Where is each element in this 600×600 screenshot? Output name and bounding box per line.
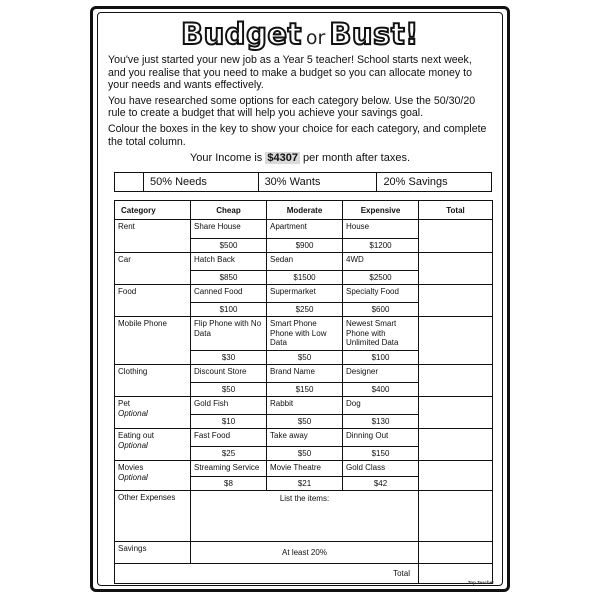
option-expensive[interactable]: Dinning Out	[343, 429, 419, 447]
price-expensive[interactable]: $150	[343, 447, 419, 461]
price-moderate[interactable]: $50	[267, 415, 343, 429]
category-cell	[115, 461, 191, 491]
worksheet	[108, 14, 492, 578]
total-cell[interactable]	[419, 461, 493, 491]
category-cell	[115, 285, 191, 317]
option-moderate[interactable]: Apartment	[267, 220, 343, 239]
total-cell[interactable]	[419, 365, 493, 397]
option-expensive[interactable]: Designer	[343, 365, 419, 383]
optional-note: Optional	[118, 440, 148, 450]
option-cheap[interactable]: Share House	[191, 220, 267, 239]
intro-paragraph-2: You have researched some options for each category below. Use the 50/30/20 rule to create a budget that will help you achieve your savings goal.	[108, 94, 476, 120]
header-total: Total	[419, 201, 493, 220]
table-row	[115, 220, 493, 239]
price-cheap[interactable]: $25	[191, 447, 267, 461]
total-cell[interactable]	[419, 397, 493, 429]
option-cheap[interactable]: Fast Food	[191, 429, 267, 447]
brand-logo: Top Teacher	[467, 580, 494, 585]
income-prefix: Your Income is	[189, 152, 266, 165]
table-row	[115, 317, 493, 351]
price-moderate[interactable]: $250	[267, 303, 343, 317]
option-moderate[interactable]: Supermarket	[267, 285, 343, 303]
optional-note: Optional	[118, 472, 148, 482]
price-expensive[interactable]: $1200	[343, 238, 419, 252]
option-expensive[interactable]: Specialty Food	[343, 285, 419, 303]
header-category: Category	[115, 201, 191, 220]
option-cheap[interactable]: Canned Food	[191, 285, 267, 303]
price-moderate[interactable]: $50	[267, 351, 343, 365]
option-moderate[interactable]: Movie Theatre	[267, 461, 343, 477]
table-row	[115, 461, 493, 477]
category-name: Eating out	[118, 431, 155, 440]
price-moderate[interactable]: $50	[267, 447, 343, 461]
price-cheap[interactable]: $100	[191, 303, 267, 317]
table-row	[115, 285, 493, 303]
price-expensive[interactable]: $2500	[343, 271, 419, 285]
category-cell	[115, 397, 191, 429]
category-name: Clothing	[118, 367, 148, 376]
option-cheap[interactable]: Discount Store	[191, 365, 267, 383]
intro-paragraph-3: Colour the boxes in the key to show your choice for each category, and complete the total column.	[108, 122, 487, 148]
page-title	[108, 14, 492, 54]
price-expensive[interactable]: $400	[343, 383, 419, 397]
other-expenses-label: Other Expenses	[115, 491, 191, 542]
option-expensive[interactable]: Newest Smart Phone with Unlimited Data	[343, 317, 419, 351]
table-row	[115, 542, 493, 564]
category-name: Car	[118, 255, 131, 264]
category-name: Food	[118, 287, 137, 296]
price-expensive[interactable]: $130	[343, 415, 419, 429]
category-cell	[115, 429, 191, 461]
key-wants[interactable]: 30% Wants	[259, 173, 378, 191]
header-cheap: Cheap	[191, 201, 267, 220]
price-cheap[interactable]: $30	[191, 351, 267, 365]
category-cell	[115, 317, 191, 365]
price-moderate[interactable]: $1500	[267, 271, 343, 285]
option-moderate[interactable]: Smart Phone Phone with Low Data	[267, 317, 343, 351]
option-expensive[interactable]: House	[343, 220, 419, 239]
option-expensive[interactable]: Dog	[343, 397, 419, 415]
price-cheap[interactable]: $10	[191, 415, 267, 429]
price-cheap[interactable]: $500	[191, 238, 267, 252]
savings-label: Savings	[115, 542, 191, 564]
table-row	[115, 491, 493, 542]
total-cell[interactable]	[419, 542, 493, 564]
category-name: Rent	[118, 222, 135, 231]
header-expensive: Expensive	[343, 201, 419, 220]
option-cheap[interactable]: Hatch Back	[191, 253, 267, 271]
option-expensive[interactable]: Gold Class	[343, 461, 419, 477]
total-cell[interactable]	[419, 253, 493, 285]
grand-total-label: Total	[115, 564, 419, 584]
key-savings[interactable]: 20% Savings	[383, 176, 448, 188]
total-cell[interactable]	[419, 220, 493, 253]
total-cell[interactable]	[419, 285, 493, 317]
key-needs[interactable]: 50% Needs	[144, 173, 259, 191]
colour-key	[114, 172, 492, 192]
header-moderate: Moderate	[267, 201, 343, 220]
price-cheap[interactable]: $8	[191, 477, 267, 491]
total-cell[interactable]	[419, 491, 493, 542]
income-suffix: per month after taxes.	[299, 152, 411, 165]
option-cheap[interactable]: Gold Fish	[191, 397, 267, 415]
table-row	[115, 429, 493, 447]
income-line	[108, 151, 492, 165]
price-moderate[interactable]: $21	[267, 477, 343, 491]
option-cheap[interactable]: Flip Phone with No Data	[191, 317, 267, 351]
category-name: Pet	[118, 399, 131, 408]
option-moderate[interactable]: Rabbit	[267, 397, 343, 415]
option-moderate[interactable]: Take away	[267, 429, 343, 447]
price-cheap[interactable]: $50	[191, 383, 267, 397]
option-cheap[interactable]: Streaming Service	[191, 461, 267, 477]
option-moderate[interactable]: Brand Name	[267, 365, 343, 383]
option-expensive[interactable]: 4WD	[343, 253, 419, 271]
savings-input[interactable]: At least 20%	[191, 542, 419, 564]
price-moderate[interactable]: $150	[267, 383, 343, 397]
table-row	[115, 365, 493, 383]
total-cell[interactable]	[419, 317, 493, 365]
price-expensive[interactable]: $600	[343, 303, 419, 317]
table-header-row	[115, 201, 493, 220]
table-row	[115, 397, 493, 415]
title-or: or	[305, 27, 326, 49]
intro-paragraph-1: You've just started your new job as a Year 5 teacher! School starts next week, and you realise that you need to make a budget so you can allocate money to your needs and wants effectively.	[108, 54, 472, 92]
price-expensive[interactable]: $100	[343, 351, 419, 365]
title-budget: Budget	[181, 17, 302, 51]
category-cell	[115, 253, 191, 285]
income-amount: $4307	[267, 152, 298, 165]
category-cell	[115, 220, 191, 253]
category-name: Movies	[118, 463, 144, 472]
category-cell	[115, 365, 191, 397]
other-expenses-input[interactable]: List the items:	[191, 491, 419, 542]
title-bust: Bust!	[329, 17, 419, 51]
optional-note: Optional	[118, 408, 148, 418]
table-row	[115, 564, 493, 584]
price-cheap[interactable]: $850	[191, 271, 267, 285]
budget-table	[114, 200, 493, 584]
price-moderate[interactable]: $900	[267, 238, 343, 252]
price-expensive[interactable]: $42	[343, 477, 419, 491]
option-moderate[interactable]: Sedan	[267, 253, 343, 271]
total-cell[interactable]	[419, 429, 493, 461]
key-colour-box[interactable]	[115, 173, 144, 191]
category-name: Mobile Phone	[118, 319, 167, 328]
table-row	[115, 253, 493, 271]
